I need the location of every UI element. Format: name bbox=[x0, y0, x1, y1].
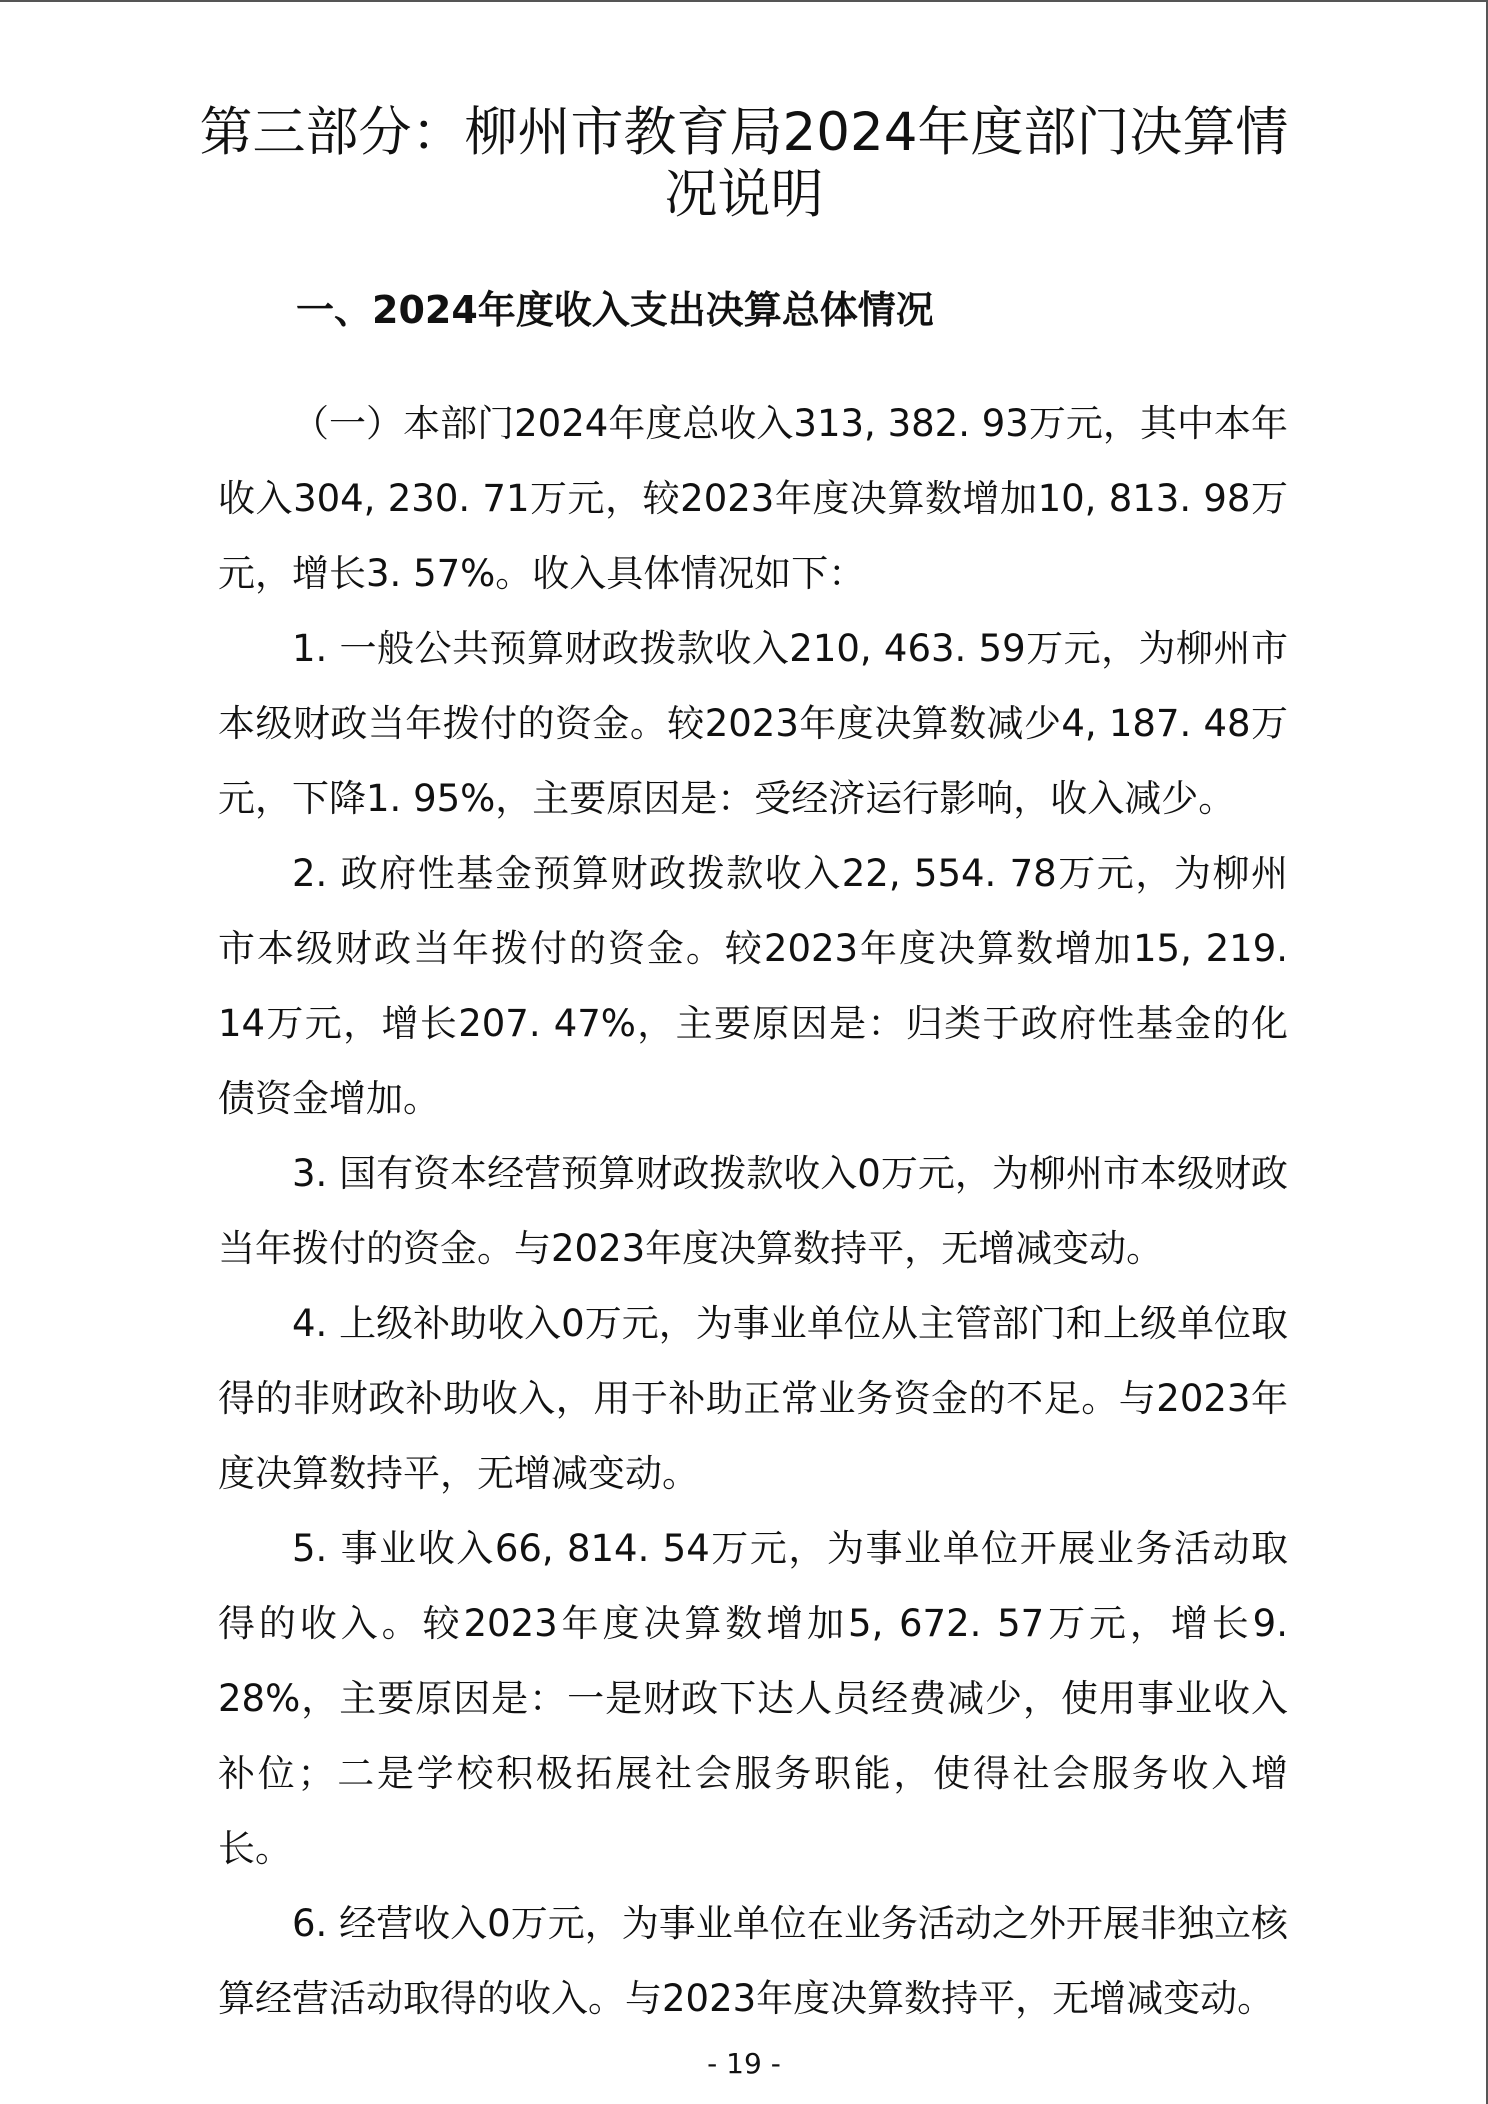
section-heading: 一、2024年度收入支出决算总体情况 bbox=[296, 288, 934, 332]
page-title: 第三部分：柳州市教育局2024年度部门决算情况说明 bbox=[199, 102, 1289, 225]
paragraph-general-budget: 1. 一般公共预算财政拨款收入210, 463. 59万元，为柳州市本级财政当年拨付的资金。较2023年度决算数减少4, 187. 48万元，下降1. 95%，主要原因是：受经济运行影响，收入减少。 bbox=[218, 627, 1288, 820]
body-text bbox=[218, 386, 1288, 2036]
paragraph-total-income: （一）本部门2024年度总收入313, 382. 93万元，其中本年收入304, 230. 71万元，较2023年度决算数增加10, 813. 98万元，增长3. 57%。收入具体情况如下： bbox=[218, 402, 1288, 595]
paragraph-government-fund: 2. 政府性基金预算财政拨款收入22, 554. 78万元，为柳州市本级财政当年拨付的资金。较2023年度决算数增加15, 219. 14万元，增长207. 47%，主要原因是：归类于政府性基金的化债资金增加。 bbox=[218, 852, 1288, 1120]
paragraph-state-capital: 3. 国有资本经营预算财政拨款收入0万元，为柳州市本级财政当年拨付的资金。与2023年度决算数持平，无增减变动。 bbox=[218, 1152, 1288, 1270]
paragraph-superior-subsidy: 4. 上级补助收入0万元，为事业单位从主管部门和上级单位取得的非财政补助收入，用于补助正常业务资金的不足。与2023年度决算数持平，无增减变动。 bbox=[218, 1302, 1288, 1495]
paragraph-operating-income: 6. 经营收入0万元，为事业单位在业务活动之外开展非独立核算经营活动取得的收入。与2023年度决算数持平，无增减变动。 bbox=[218, 1902, 1288, 2020]
page-number: - 19 - bbox=[707, 2047, 781, 2080]
paragraph-business-income: 5. 事业收入66, 814. 54万元，为事业单位开展业务活动取得的收入。较2023年度决算数增加5, 672. 57万元，增长9. 28%，主要原因是：一是财政下达人员经费减少，使用事业收入补位；二是学校积极拓展社会服务职能，使得社会服务收入增长。 bbox=[218, 1527, 1288, 1870]
